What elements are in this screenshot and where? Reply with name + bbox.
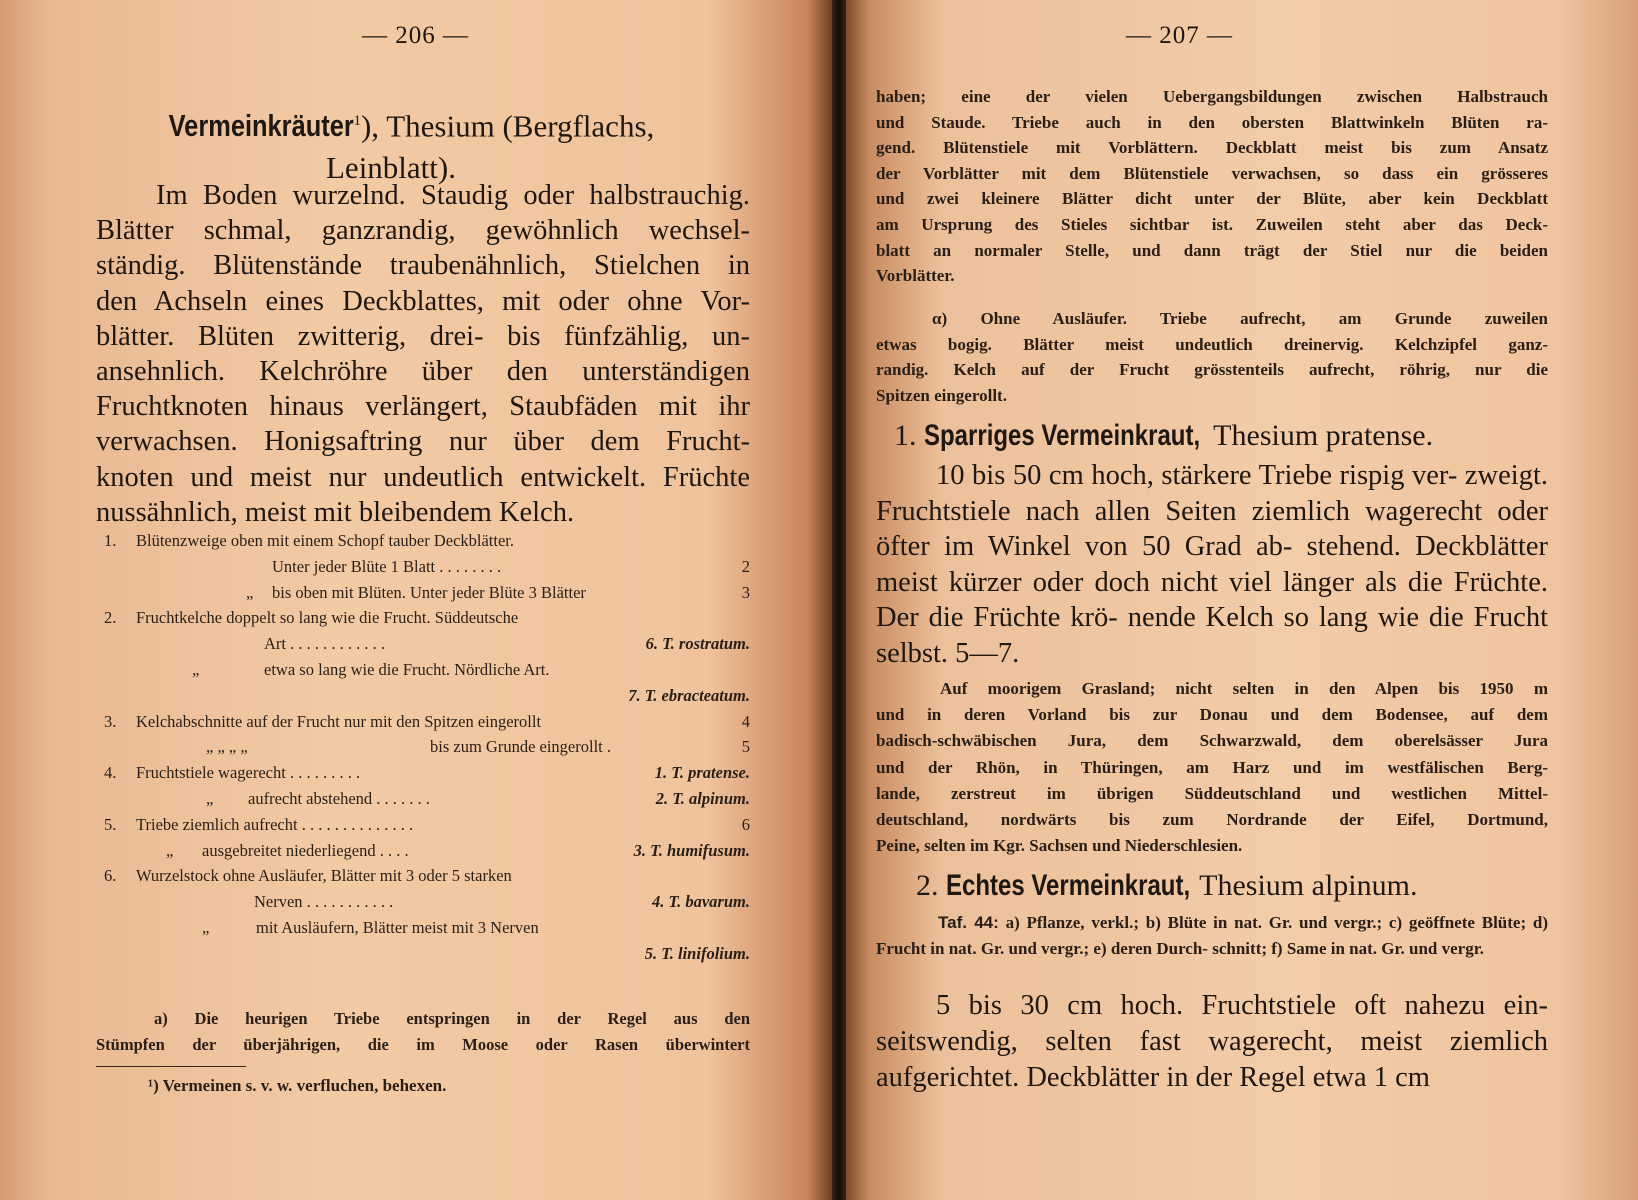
page-number: — 206 — xyxy=(362,22,469,49)
key-number: 2. xyxy=(104,608,117,628)
key-row xyxy=(96,554,750,580)
text-line: lande, zerstreut im übrigen Süddeutschland und westlichen Mittel- xyxy=(876,783,1548,803)
text-line: nende Kelch so lang wie die Frucht selbst. 5—7. xyxy=(876,602,1548,669)
text-line: etwas bogig. Blätter meist undeutlich dreinervig. Kelchzipfel ganz- xyxy=(876,334,1548,354)
continued-text xyxy=(876,84,1548,289)
genus-heading xyxy=(66,100,716,189)
ditto-mark: „ „ „ „ xyxy=(206,737,248,757)
group-alpha xyxy=(876,306,1548,408)
plate-caption xyxy=(876,910,1548,962)
species-ref xyxy=(656,786,750,812)
key-text: Triebe ziemlich aufrecht . . . . . . . . . . . . . . xyxy=(136,814,414,834)
key-number: 4. xyxy=(104,763,117,783)
text-line: knoten und meist nur undeutlich entwickelt. Früchte xyxy=(96,461,750,493)
text-line: und in deren Vorland bis zur Donau und dem Bodensee, auf dem xyxy=(876,705,1548,725)
key-row xyxy=(96,863,750,889)
text-line: Auf moorigem Grasland; nicht selten in den Alpen bis 1950 m xyxy=(940,679,1548,698)
species-heading xyxy=(916,866,1417,906)
text-line: badisch-schwäbischen Jura, dem Schwarzwald, dem oberelsässer Jura xyxy=(876,731,1548,751)
genus-heading-line1 xyxy=(66,100,716,147)
ditto-mark: „ xyxy=(166,840,174,860)
ditto-mark: „ xyxy=(202,917,210,937)
key-row xyxy=(96,631,750,657)
species-ref-text: 4. T. bavarum. xyxy=(652,892,750,912)
text-line: schnitt; f) Same in nat. Gr. und vergr. xyxy=(1212,939,1484,958)
key-row xyxy=(96,709,750,735)
text-line: Stümpfen der überjährigen, die im Moose oder Rasen überwintert xyxy=(96,1035,750,1054)
genus-heading-rest1: ), Thesium (Bergflachs, xyxy=(360,108,655,144)
text-line xyxy=(876,913,1382,932)
key-ref: 5 xyxy=(741,737,750,757)
key-text: Wurzelstock ohne Ausläufer, Blätter mit 3 oder 5 starken xyxy=(136,866,512,886)
key-row xyxy=(96,838,750,864)
text-line: gend. Blütenstiele mit Vorblättern. Deckblatt meist bis zum Ansatz xyxy=(876,138,1548,158)
text-line: den Achseln eines Deckblattes, mit oder ohne Vor- xyxy=(96,285,750,317)
text-line: haben; eine der vielen Uebergangsbildungen zwischen Halbstrauch xyxy=(876,87,1548,106)
text-line: stehend. Deckblätter meist kürzer oder doch nicht xyxy=(876,531,1549,598)
text-line: randig. Kelch auf der Frucht grösstenteils aufrecht, röhrig, nur die xyxy=(876,360,1548,380)
note-a xyxy=(96,1006,750,1058)
species-description xyxy=(876,988,1548,1096)
key-row xyxy=(96,889,750,915)
species-name-sci: Thesium alpinum. xyxy=(1199,869,1418,902)
key-number: 3. xyxy=(104,711,117,731)
key-text: bis oben mit Blüten. Unter jeder Blüte 3 Blätter xyxy=(272,582,586,602)
key-text: Art . . . . . . . . . . . . xyxy=(264,634,385,654)
identification-key xyxy=(96,528,750,967)
genus-heading-line2: Leinblatt). xyxy=(326,150,456,186)
species-ref xyxy=(628,683,750,709)
key-text: Blütenzweige oben mit einem Schopf tauber Deckblätter. xyxy=(136,531,515,550)
species-name-sci: Thesium pratense. xyxy=(1213,419,1434,452)
key-ref: 3 xyxy=(741,582,750,602)
text-line: deutschland, nordwärts bis zum Nordrande der Eifel, Dortmund, xyxy=(876,810,1548,830)
key-row xyxy=(96,734,750,760)
key-row xyxy=(96,657,750,683)
key-text: mit Ausläufern, Blätter meist mit 3 Nerven xyxy=(256,917,539,937)
right-page xyxy=(846,0,1638,1200)
key-row xyxy=(96,786,750,812)
text-line: und der Rhön, in Thüringen, am Harz und im westfälischen Berg- xyxy=(876,757,1548,777)
species-ref-text: 5. T. linifolium. xyxy=(644,943,750,963)
species-name-de: Echtes Vermeinkraut, xyxy=(946,869,1191,902)
text-line: 5 bis 30 cm hoch. Fruchtstiele oft nahezu ein- xyxy=(936,990,1548,1021)
text-line: ansehnlich. Kelchröhre über den unterständigen xyxy=(96,356,750,388)
key-text: bis zum Grunde eingerollt . xyxy=(430,737,612,757)
species-ref-text: 6. T. rostratum. xyxy=(645,634,750,654)
footnote-mark: 1 xyxy=(353,113,361,129)
key-row xyxy=(96,915,750,941)
key-text: Kelchabschnitte auf der Frucht nur mit den Spitzen eingerollt xyxy=(136,711,542,731)
species-number: 2. xyxy=(916,869,939,902)
text-line: Peine, selten im Kgr. Sachsen und Niederschlesien. xyxy=(876,836,1243,856)
species-ref xyxy=(655,760,750,786)
genus-description xyxy=(96,178,750,530)
text-line: Im Boden wurzelnd. Staudig oder halbstrauchig. xyxy=(156,180,750,211)
key-text: ausgebreitet niederliegend . . . . xyxy=(202,840,409,860)
key-number: 6. xyxy=(104,866,117,886)
species-description xyxy=(876,458,1548,671)
text-line: aufgerichtet. Deckblätter in der Regel etwa 1 cm xyxy=(876,1062,1430,1093)
text-line: wagerecht oder öfter im Winkel von 50 Grad ab- xyxy=(876,495,1549,562)
key-row xyxy=(96,760,750,786)
species-ref-text: 3. T. humifusum. xyxy=(633,840,750,860)
text-line: ständig. Blütenstände traubenähnlich, Stielchen in xyxy=(96,250,750,282)
key-row xyxy=(96,812,750,838)
key-ref: 4 xyxy=(741,711,750,731)
key-text: Nerven . . . . . . . . . . . xyxy=(254,892,394,912)
key-text: Fruchtstiele wagerecht . . . . . . . . . xyxy=(136,763,361,783)
ditto-mark: „ xyxy=(246,582,254,602)
species-ref xyxy=(645,941,750,967)
key-text: etwa so lang wie die Frucht. Nördliche Art. xyxy=(264,659,550,679)
text-line: c) geöffnete Blüte; d) Frucht in nat. Gr. und vergr.; e) deren Durch- xyxy=(876,913,1549,958)
text-line: blatt an normaler Stelle, und dann trägt der Stiel nur die beiden xyxy=(876,240,1548,260)
key-row xyxy=(96,605,750,631)
text-line: a) Die heurigen Triebe entspringen in der Regel aus den xyxy=(154,1009,750,1028)
key-row xyxy=(96,528,750,554)
plate-text: a) Pflanze, verkl.; b) Blüte in nat. Gr. und vergr.; xyxy=(1005,913,1383,932)
species-ref xyxy=(652,889,750,915)
key-row xyxy=(96,941,750,967)
species-ref-text: 7. T. ebracteatum. xyxy=(628,685,750,705)
text-line: verwachsen. Honigsaftring nur über dem Frucht- xyxy=(96,426,750,458)
book-gutter xyxy=(832,0,846,1200)
key-row xyxy=(96,683,750,709)
key-text: Unter jeder Blüte 1 Blatt . . . . . . . . xyxy=(272,556,502,576)
text-line: am Ursprung des Stieles sichtbar ist. Zuweilen steht aber das Deck- xyxy=(876,214,1548,234)
text-line: Vorblätter. xyxy=(876,266,955,286)
text-line: seitswendig, selten fast wagerecht, meist ziemlich xyxy=(876,1026,1548,1057)
ditto-mark: „ xyxy=(206,788,214,808)
text-line: blätter. Blüten zwitterig, drei- bis fünfzählig, un- xyxy=(96,320,750,352)
species-ref-text: 2. T. alpinum. xyxy=(655,788,750,808)
page-number: — 207 — xyxy=(1126,22,1233,49)
key-number: 1. xyxy=(104,531,117,550)
species-ref xyxy=(634,838,750,864)
key-number: 5. xyxy=(104,814,117,834)
key-text: Fruchtkelche doppelt so lang wie die Frucht. Süddeutsche xyxy=(136,608,519,628)
key-row xyxy=(96,580,750,606)
species-number: 1. xyxy=(894,419,917,452)
text-line: 10 bis 50 cm hoch, stärkere Triebe rispig ver- xyxy=(936,460,1458,491)
text-line: Blätter schmal, ganzrandig, gewöhnlich wechsel- xyxy=(96,215,750,247)
species-ref-text: 1. T. pratense. xyxy=(654,763,750,783)
key-text: aufrecht abstehend . . . . . . . xyxy=(248,788,430,808)
key-ref: 6 xyxy=(741,814,750,834)
species-name-de: Sparriges Vermeinkraut, xyxy=(924,419,1201,452)
species-ref xyxy=(646,631,750,657)
text-line: und zwei kleinere Blätter dicht unter der Blüte, aber kein Deckblatt xyxy=(876,189,1548,209)
text-line: zweigt. Fruchtstiele nach allen Seiten ziemlich xyxy=(876,460,1548,527)
text-line: Spitzen eingerollt. xyxy=(876,385,1007,405)
text-line: Fruchtknoten hinaus verlängert, Staubfäden mit ihr xyxy=(96,391,750,423)
text-line: α) Ohne Ausläufer. Triebe aufrecht, am Grunde zuweilen xyxy=(932,309,1548,328)
text-line: und Staude. Triebe auch in den obersten Blattwinkeln Blüten ra- xyxy=(876,112,1548,132)
ditto-mark: „ xyxy=(192,659,200,679)
genus-name-de: Vermeinkräuter xyxy=(168,108,354,144)
key-ref: 2 xyxy=(741,556,750,576)
text-line: nussähnlich, meist mit bleibendem Kelch. xyxy=(96,496,575,528)
footnote: ¹) Vermeinen s. v. w. verfluchen, behexen. xyxy=(148,1076,447,1095)
plate-label: Taf. 44: xyxy=(938,913,999,932)
text-line: der Vorblätter mit dem Blütenstiele verwachsen, so dass ein grösseres xyxy=(876,163,1548,183)
text-line: viel länger als die Früchte. Der die Früchte krö- xyxy=(876,566,1548,633)
species-distribution xyxy=(876,676,1548,859)
species-heading xyxy=(894,416,1433,456)
footnote-rule xyxy=(96,1066,246,1067)
